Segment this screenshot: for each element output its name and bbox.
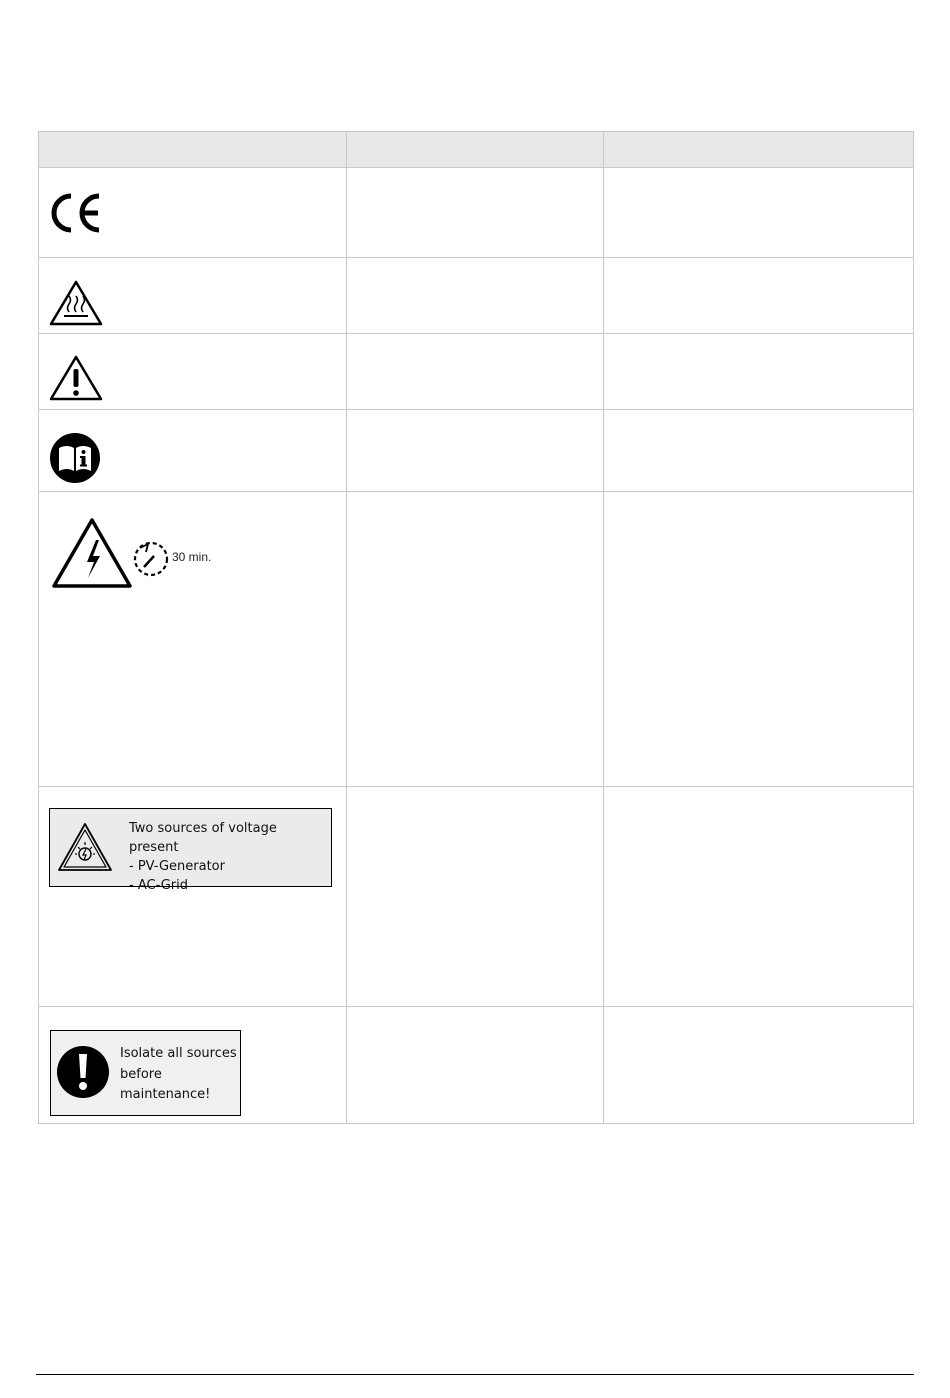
table-row <box>39 492 914 787</box>
symbol-cell <box>39 410 347 492</box>
timer-label: 30 min. <box>172 550 212 564</box>
two-sources-label-text: Two sources of voltage present - PV-Generator - AC-Grid <box>129 821 277 893</box>
name-cell <box>347 258 604 334</box>
description-cell <box>604 410 914 492</box>
description-cell <box>604 258 914 334</box>
name-cell <box>347 168 604 258</box>
name-cell <box>347 334 604 410</box>
table-row <box>39 258 914 334</box>
description-cell <box>604 492 914 787</box>
description-cell <box>604 787 914 1007</box>
table-row <box>39 787 914 1007</box>
footer-rule <box>36 1374 914 1375</box>
symbol-cell <box>39 787 347 1007</box>
electric-shock-warning-icon <box>50 516 134 590</box>
header-cell-description <box>604 132 914 168</box>
description-cell <box>604 1007 914 1124</box>
read-manual-icon <box>49 432 101 484</box>
general-warning-icon <box>48 353 104 403</box>
symbol-cell <box>39 258 347 334</box>
header-cell-symbol <box>39 132 347 168</box>
name-cell <box>347 1007 604 1124</box>
pv-warning-icon <box>56 821 114 873</box>
table-row <box>39 334 914 410</box>
table-row <box>39 168 914 258</box>
isolate-sources-label-text: Isolate all sources before maintenance! <box>120 1046 237 1102</box>
symbols-table <box>38 131 914 1124</box>
isolate-sources-label <box>50 1030 241 1116</box>
name-cell <box>347 410 604 492</box>
symbol-cell <box>39 492 347 787</box>
symbol-cell <box>39 334 347 410</box>
table-row <box>39 410 914 492</box>
symbol-cell <box>39 168 347 258</box>
header-cell-name <box>347 132 604 168</box>
ce-mark-icon <box>47 188 107 238</box>
mandatory-action-icon <box>56 1045 110 1099</box>
table-row <box>39 1007 914 1124</box>
table-header-row <box>39 132 914 168</box>
hot-surface-warning-icon <box>48 278 104 328</box>
symbol-cell <box>39 1007 347 1124</box>
two-sources-label <box>49 808 332 893</box>
description-cell <box>604 334 914 410</box>
name-cell <box>347 492 604 787</box>
timer-icon <box>130 538 172 580</box>
description-cell <box>604 168 914 258</box>
name-cell <box>347 787 604 1007</box>
